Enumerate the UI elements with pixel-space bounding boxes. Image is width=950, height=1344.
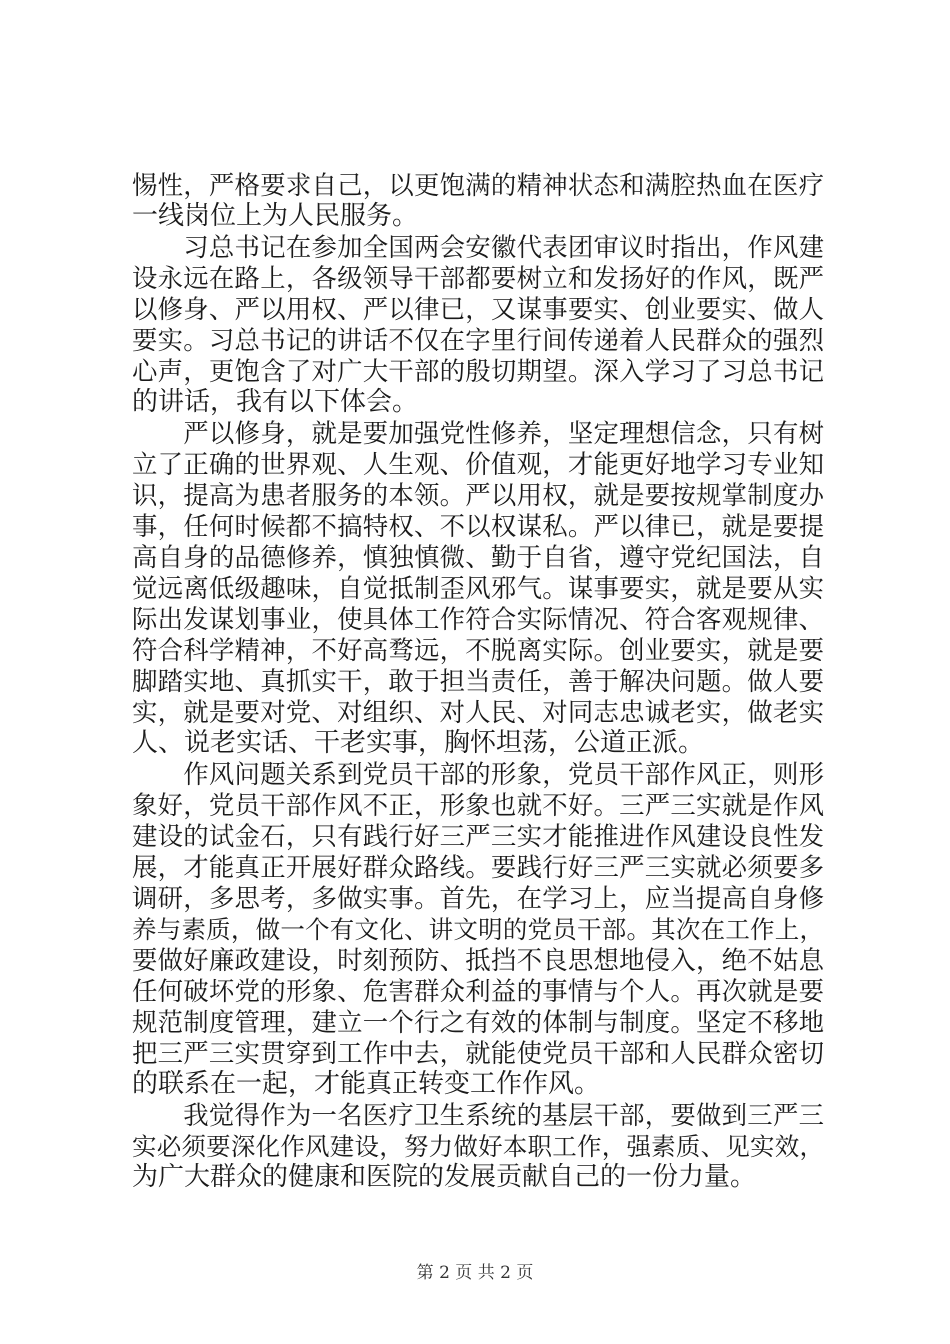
text-line: 规范制度管理，建立一个行之有效的体制与制度。坚定不移地 [132, 1007, 824, 1037]
text-line: 调研，多思考，多做实事。首先，在学习上，应当提高自身修 [132, 883, 824, 913]
text-line: 的讲话，我有以下体会。 [132, 387, 419, 417]
text-line: 一线岗位上为人民服务。 [132, 201, 419, 231]
text-line: 严以修身，就是要加强党性修养，坚定理想信念，只有树 [132, 418, 824, 448]
text-line: 建设的试金石，只有践行好三严三实才能推进作风建设良性发 [132, 821, 824, 851]
text-line: 习总书记在参加全国两会安徽代表团审议时指出，作风建 [132, 232, 824, 262]
text-line: 的联系在一起，才能真正转变工作作风。 [132, 1069, 601, 1099]
text-line: 把三严三实贯穿到工作中去，就能使党员干部和人民群众密切 [132, 1038, 824, 1068]
text-line: 作风问题关系到党员干部的形象，党员干部作风正，则形 [132, 759, 824, 789]
text-line: 养与素质，做一个有文化、讲文明的党员干部。其次在工作上， [132, 915, 824, 944]
text-line: 实，就是要对党、对组织、对人民、对同志忠诚老实，做老实 [132, 697, 824, 727]
text-line: 展，才能真正开展好群众路线。要践行好三严三实就必须要多 [132, 852, 824, 882]
text-line: 为广大群众的健康和医院的发展贡献自己的一份力量。 [132, 1162, 757, 1192]
text-line: 要做好廉政建设，时刻预防、抵挡不良思想地侵入，绝不姑息 [132, 945, 824, 975]
text-line: 要实。习总书记的讲话不仅在字里行间传递着人民群众的强烈 [132, 325, 824, 355]
text-line: 心声，更饱含了对广大干部的殷切期望。深入学习了习总书记 [132, 356, 824, 386]
text-line: 任何破坏党的形象、危害群众利益的事情与个人。再次就是要 [132, 976, 824, 1006]
text-line: 识，提高为患者服务的本领。严以用权，就是要按规掌制度办 [132, 480, 824, 510]
text-line: 立了正确的世界观、人生观、价值观，才能更好地学习专业知 [132, 449, 824, 479]
page-number-footer: 第 2 页 共 2 页 [416, 1263, 534, 1283]
text-line: 事，任何时候都不搞特权、不以权谋私。严以律已，就是要提 [132, 511, 824, 541]
text-line: 我觉得作为一名医疗卫生系统的基层干部，要做到三严三 [132, 1100, 824, 1130]
text-line: 觉远离低级趣味，自觉抵制歪风邪气。谋事要实，就是要从实 [132, 573, 824, 603]
text-line: 际出发谋划事业，使具体工作符合实际情况、符合客观规律、 [132, 604, 824, 634]
text-line: 人、说老实话、干老实事，胸怀坦荡，公道正派。 [132, 728, 705, 758]
body-text [132, 170, 824, 1193]
text-line: 符合科学精神，不好高骛远，不脱离实际。创业要实，就是要 [132, 635, 824, 665]
text-line: 实必须要深化作风建设，努力做好本职工作，强素质、见实效， [132, 1132, 824, 1161]
text-line: 设永远在路上，各级领导干部都要树立和发扬好的作风，既严 [132, 263, 824, 293]
text-line: 象好，党员干部作风不正，形象也就不好。三严三实就是作风 [132, 790, 824, 820]
text-line: 以修身、严以用权、严以律已，又谋事要实、创业要实、做人 [132, 294, 824, 324]
text-line: 脚踏实地、真抓实干，敢于担当责任，善于解决问题。做人要 [132, 666, 824, 696]
text-line: 高自身的品德修养，慎独慎微、勤于自省，遵守党纪国法，自 [132, 542, 824, 572]
text-line: 惕性，严格要求自己，以更饱满的精神状态和满腔热血在医疗 [132, 170, 824, 200]
